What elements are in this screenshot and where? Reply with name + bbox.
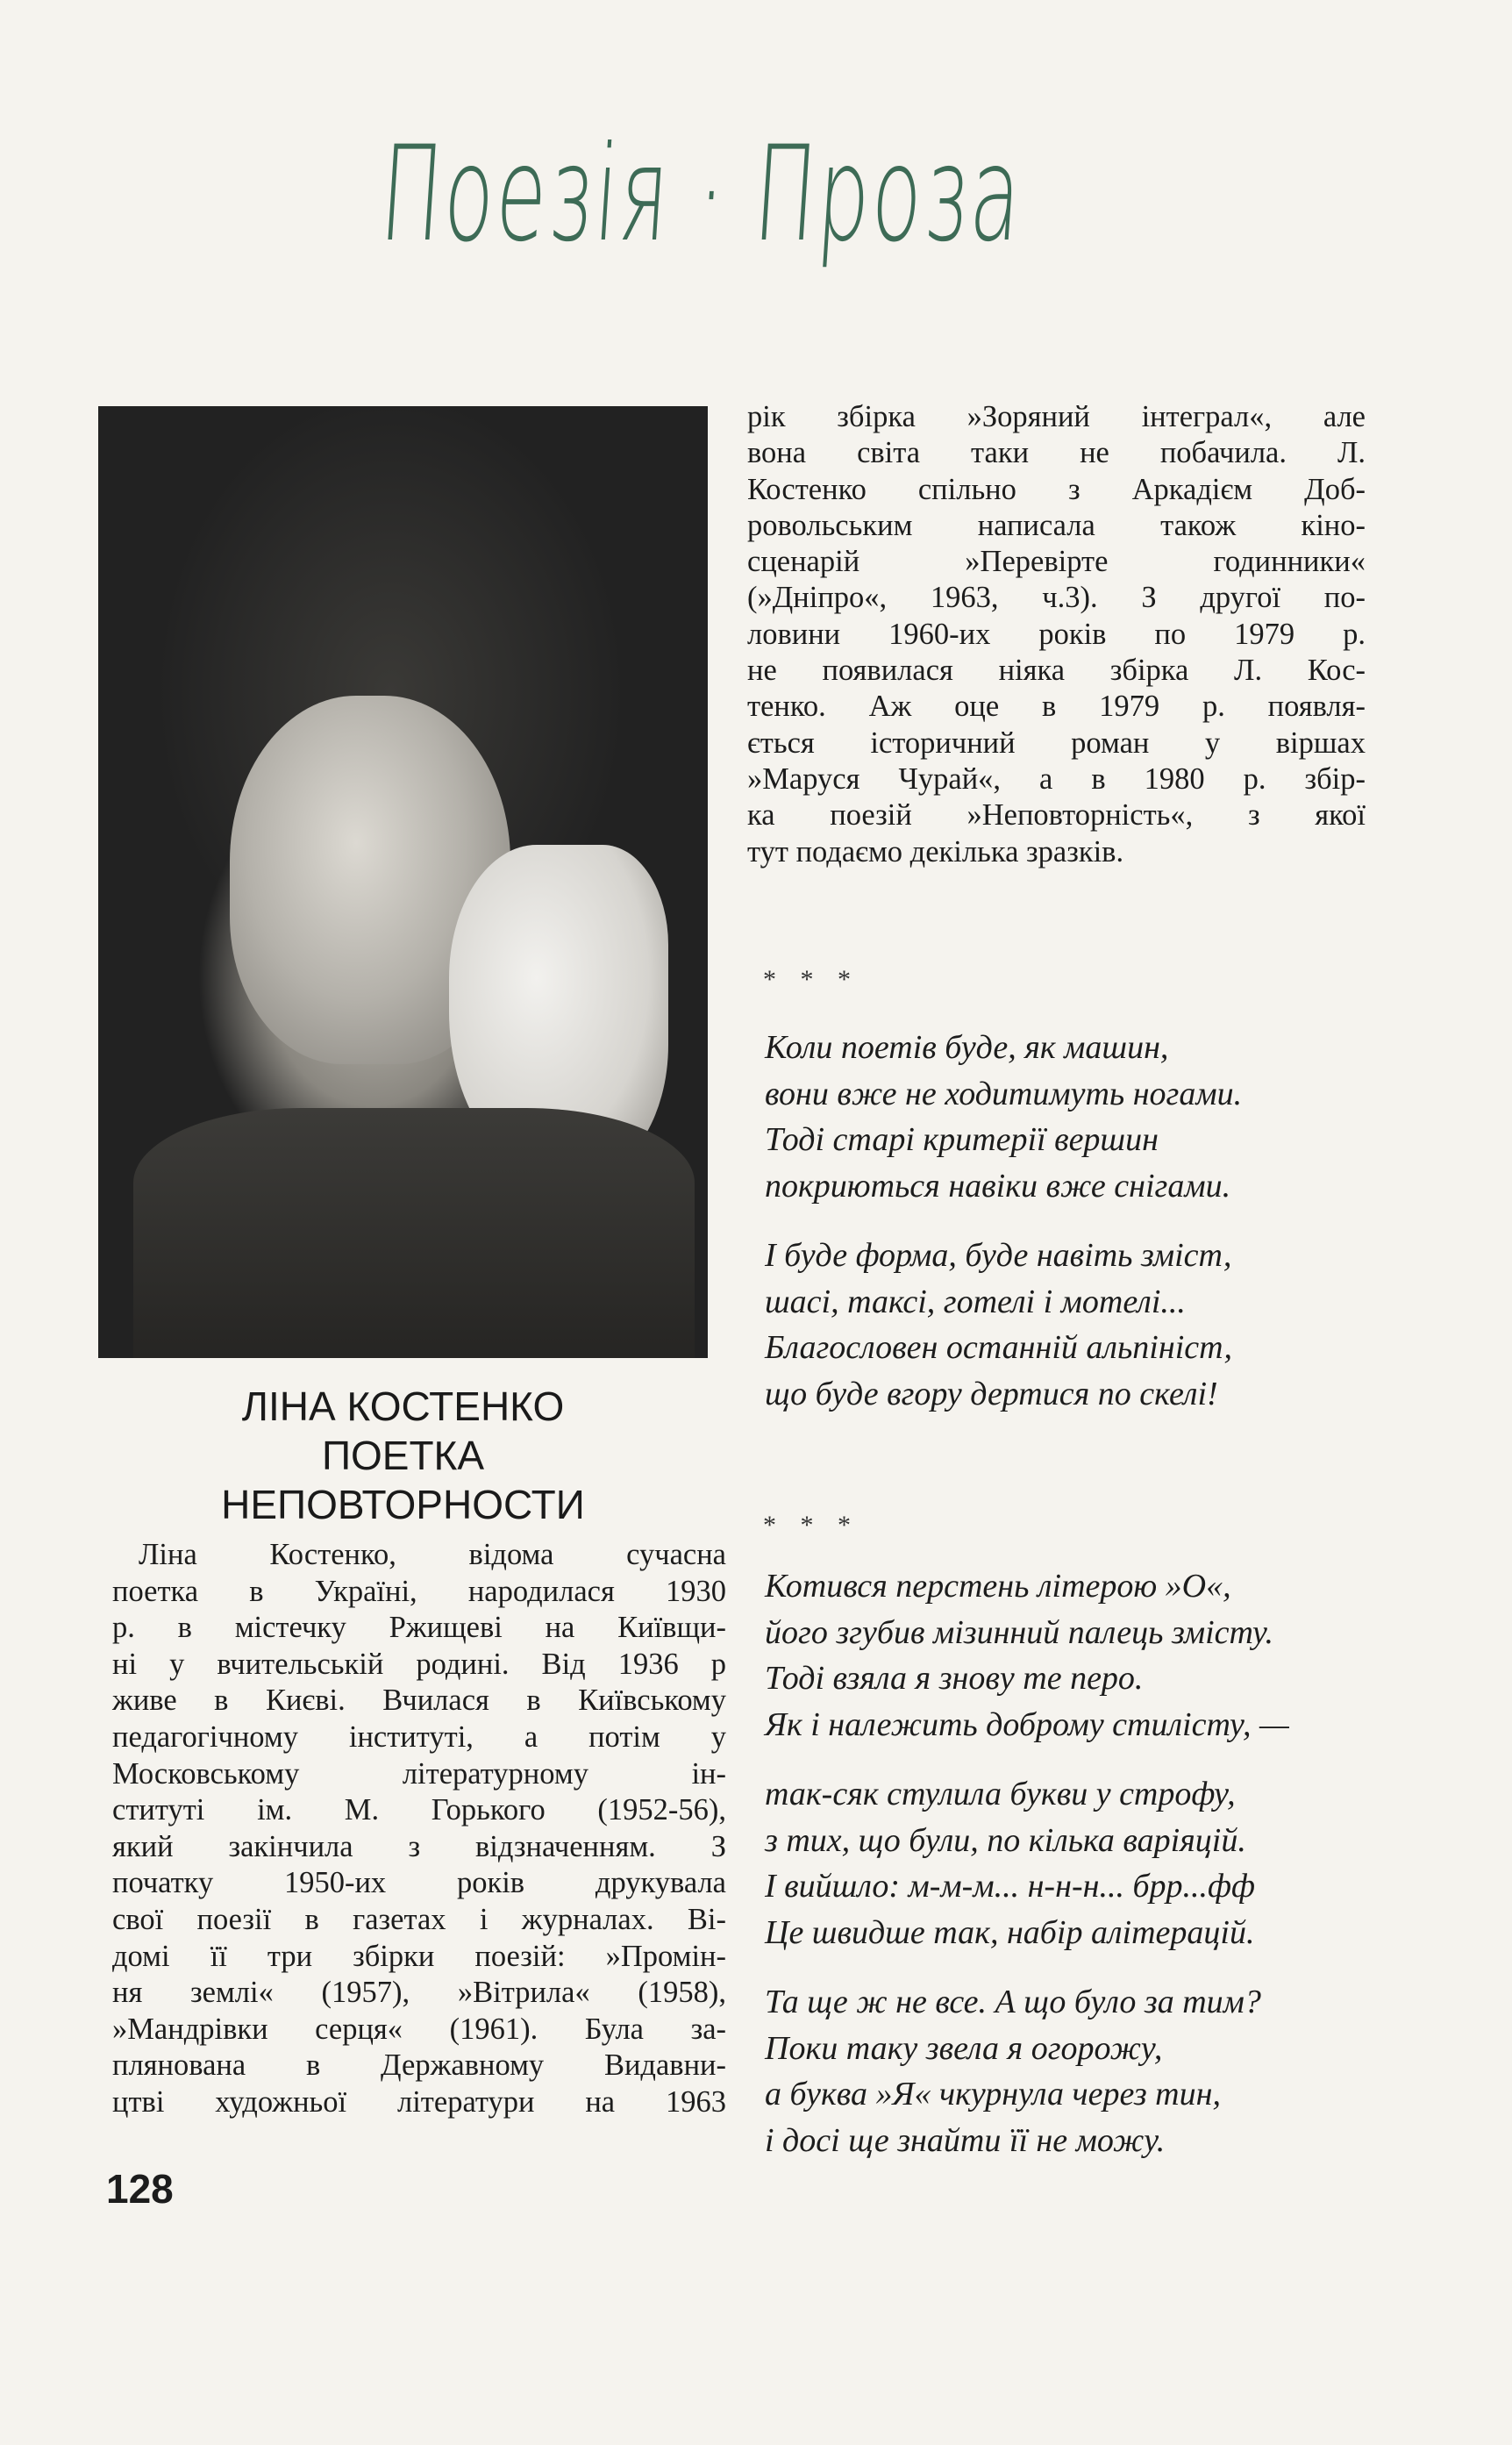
prose-line: не появилася ніяка збірка Л. Кос- — [747, 654, 1366, 688]
prose-line: ловини 1960-их років по 1979 р. — [747, 617, 1366, 651]
poem-2 — [765, 1563, 1379, 2163]
poem-line: так-сяк стулила букви у строфу, — [765, 1776, 1236, 1812]
page-number: 128 — [106, 2166, 174, 2212]
poem-line: і досі ще знайти її не можу. — [765, 2121, 1166, 2159]
poem-line: з тих, що були, по кілька варіяцій. — [765, 1821, 1246, 1859]
bio-line: педагогічному інституті, а потім у — [112, 1719, 726, 1754]
poem-line: покриються навіки вже снігами. — [765, 1167, 1231, 1205]
prose-line: (»Дніпро«, 1963, ч.3). З другої по- — [747, 581, 1366, 615]
prose-line: вона світа таки не побачила. Л. — [747, 436, 1366, 470]
bio-line: Московському літературному ін- — [112, 1756, 726, 1791]
bio-line: ні у вчительській родині. Від 1936 р — [112, 1647, 726, 1681]
bio-column — [112, 1537, 726, 2121]
portrait-coat — [133, 1108, 695, 1358]
bio-line: який закінчила з відзначенням. З — [112, 1829, 726, 1863]
poem-line: а буква »Я« чкурнула через тин, — [765, 2076, 1221, 2113]
poem-line: вони вже не ходитимуть ногами. — [765, 1075, 1243, 1112]
poem-line: Котився перстень літерою »О«, — [765, 1568, 1231, 1605]
bio-line: ституті ім. М. Горького (1952-56), — [112, 1793, 726, 1827]
prose-line: тут подаємо декілька зразків. — [747, 834, 1124, 869]
poem-line: Як і належить доброму стилісту, — — [765, 1705, 1289, 1743]
bio-line: »Мандрівки серця« (1961). Була за- — [112, 2012, 726, 2046]
bio-line: домі її три збірки поезій: »Промін- — [112, 1939, 726, 1973]
prose-line: »Маруся Чурай«, а в 1980 р. збір- — [747, 761, 1366, 796]
poem-line: шасі, таксі, готелі і мотелі... — [765, 1283, 1186, 1320]
poem-line: І вийшло: м-м-м... н-н-н... брр...фф — [765, 1868, 1256, 1905]
poem-line: Це швидше так, набір алітерацій. — [765, 1913, 1255, 1951]
bio-line: Ліна Костенко, відома сучасна — [139, 1538, 726, 1571]
title-line: ПОЕТКА — [321, 1433, 485, 1478]
section-header: Поезія · Проза — [375, 118, 1028, 271]
poem-line: Тоді старі критерії вершин — [765, 1121, 1159, 1158]
bio-line: плянована в Державному Видавни- — [112, 2048, 726, 2083]
bio-line: ня землі« (1957), »Вітрила« (1958), — [112, 1976, 726, 2010]
prose-line: ка поезій »Неповторність«, з якої — [747, 798, 1366, 833]
prose-line: ється історичний роман у віршах — [747, 726, 1366, 760]
prose-line: Костенко спільно з Аркадієм Доб- — [747, 472, 1366, 506]
poem-separator: * * * — [763, 965, 859, 994]
bio-line: живе в Києві. Вчилася в Київському — [112, 1684, 726, 1718]
title-line: ЛІНА КОСТЕНКО — [241, 1383, 565, 1429]
bio-line: початку 1950-их років друкувала — [112, 1866, 726, 1900]
prose-line: рік збірка »Зоряний інтеграл«, але — [747, 400, 1366, 433]
poem-separator: * * * — [763, 1511, 859, 1540]
prose-line: тенко. Аж оце в 1979 р. появля- — [747, 690, 1366, 724]
poem-line: Поки таку звела я огорожу, — [765, 2029, 1163, 2067]
bio-line: цтві художньої літератури на 1963 — [112, 2084, 726, 2119]
poem-line: Та ще ж не все. А що було за тим? — [765, 1984, 1261, 2020]
prose-line: ровольським написала також кіно- — [747, 508, 1366, 542]
bio-line: р. в містечку Ржищеві на Київщи- — [112, 1611, 726, 1645]
prose-line: сценарій »Перевірте годинники« — [747, 545, 1366, 579]
poem-line: його згубив мізинний палець змісту. — [765, 1613, 1273, 1651]
title-line: НЕПОВТОРНОСТИ — [221, 1482, 585, 1527]
bio-line: поетка в Україні, народилася 1930 — [112, 1574, 726, 1608]
poem-1 — [765, 1025, 1379, 1417]
poem-line: Коли поетів буде, як машин, — [765, 1029, 1169, 1066]
bio-line: свої поезії в газетах і журналах. Ві- — [112, 1902, 726, 1936]
article-title — [98, 1382, 708, 1529]
poem-line: що буде вгору дертися по скелі! — [765, 1375, 1218, 1412]
poem-line: Благословен останній альпініст, — [765, 1329, 1233, 1366]
bio-continuation — [747, 399, 1366, 870]
poem-line: І буде форма, буде навіть зміст, — [765, 1237, 1232, 1274]
poem-line: Тоді взяла я знову те перо. — [765, 1660, 1144, 1697]
portrait-photo — [98, 406, 708, 1358]
